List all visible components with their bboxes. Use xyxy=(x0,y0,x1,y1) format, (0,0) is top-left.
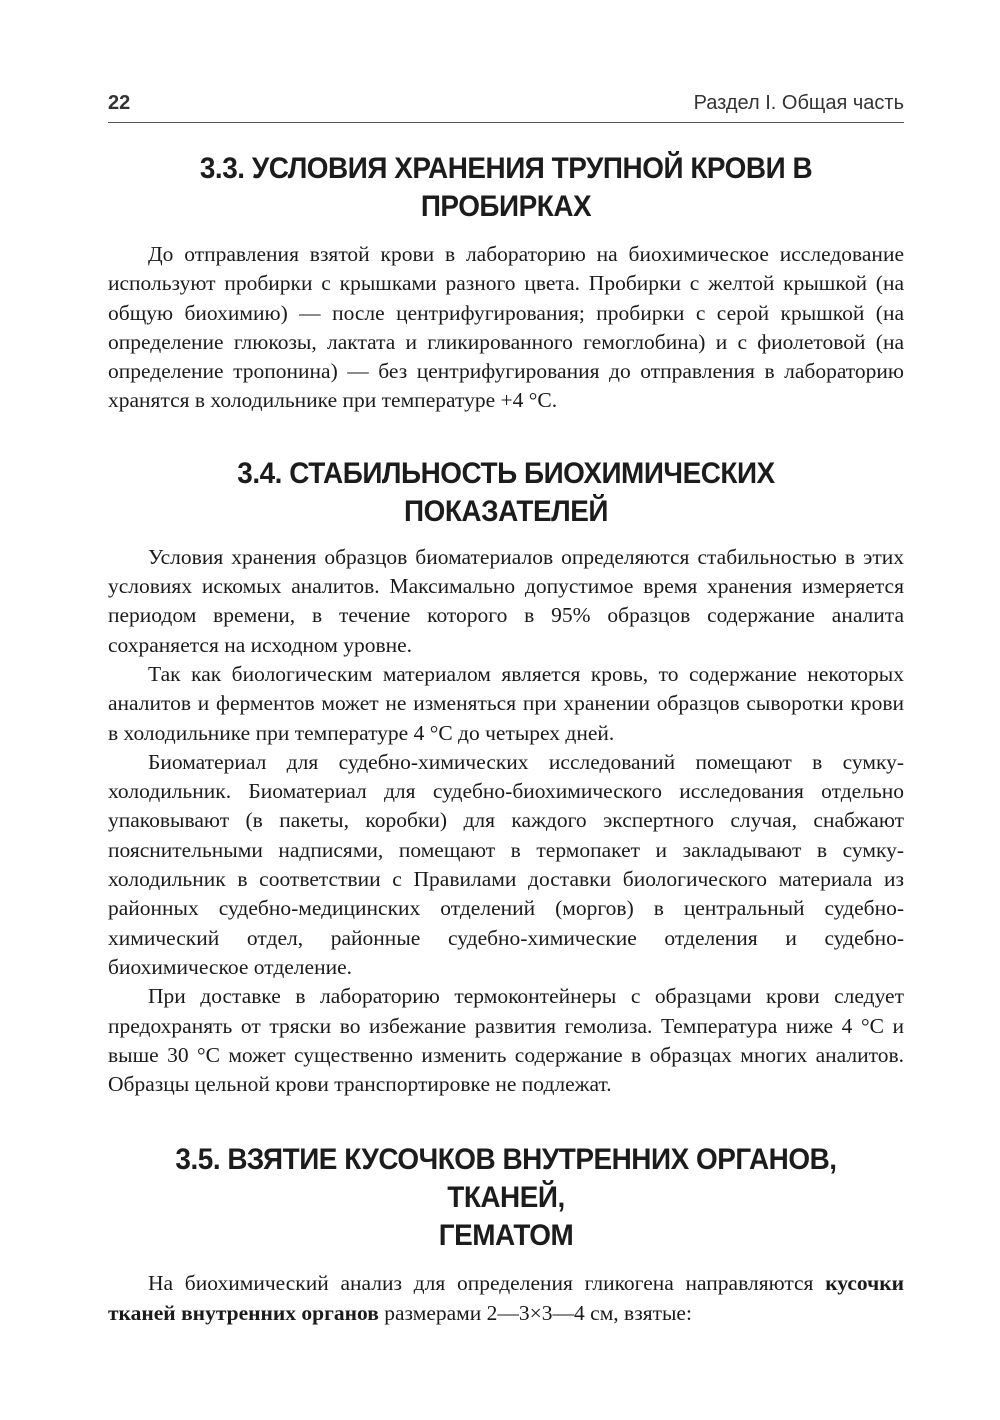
paragraph: Так как биологическим материалом является кровь, то содержание некоторых аналитов и ферментов может не изменяться при хранении образцов сыворотки крови в холодильнике при температуре 4 °С до четырех дней. xyxy=(108,661,904,745)
section-heading-3-3: 3.3. УСЛОВИЯ ХРАНЕНИЯ ТРУПНОЙ КРОВИ В ПРОБИРКАХ xyxy=(199,152,813,223)
paragraph: До отправления взятой крови в лабораторию на биохимическое исследование используют пробирки с крышками разного цвета. Пробирки с желтой крышкой (на общую биохимию) — после центрифугирования; пробирки с серой крышкой (на определение глюкозы, лактата и гликированного гемоглобина) и с фиолетовой (на определение тропонина) — без центрифугирования до отправления в лабораторию хранятся в холодильнике при температуре +4 °С. xyxy=(108,242,904,413)
paragraph xyxy=(108,1269,904,1328)
running-section-title: Раздел I. Общая часть xyxy=(693,92,904,114)
paragraph-text: На биохимический анализ для определения гликогена направляются xyxy=(148,1271,814,1296)
page-number: 22 xyxy=(108,92,131,114)
section-heading-3-4: 3.4. СТАБИЛЬНОСТЬ БИОХИМИЧЕСКИХ ПОКАЗАТЕЛЕЙ xyxy=(237,456,775,528)
page-content xyxy=(108,150,904,1328)
running-header xyxy=(108,92,904,123)
section-heading-line: ГЕМАТОМ xyxy=(438,1219,574,1253)
paragraph-text: размерами 2—3×3—4 см, взятые: xyxy=(384,1300,692,1325)
section-heading-3-5 xyxy=(136,1141,876,1255)
bold-term: кусочки тканей внутренних органов xyxy=(108,1271,904,1325)
paragraph: При доставке в лабораторию термоконтейнеры с образцами крови следует предохранять от тряски во избежание развития гемолиза. Температура ниже 4 °С и выше 30 °С может существенно изменить содержание в образцах многих аналитов. Образцы цельной крови транспортировке не подлежат. xyxy=(108,984,904,1097)
paragraph: Биоматериал для судебно-химических исследований помещают в сумку-холодильник. Биоматериал для судебно-биохимического исследования отдельно упаковывают (в пакеты, коробки) для каждого экспертного случая, снабжают пояснительными надписями, помещают в термопакет и закладывают в сумку-холодильник в соответствии с Правилами доставки биологического материала из районных судебно-медицинских отделений (моргов) в центральный судебно-химический отдел, районные судебно-химические отделения и судебно-биохимическое отделение. xyxy=(108,749,904,979)
paragraph: Условия хранения образцов биоматериалов определяются стабильностью в этих условиях искомых аналитов. Максимально допустимое время хранения измеряется периодом времени, в течение которого в 95% образцов содержание аналита сохраняется на исходном уровне. xyxy=(108,544,904,657)
section-heading-line: 3.5. ВЗЯТИЕ КУСОЧКОВ ВНУТРЕННИХ ОРГАНОВ, ТКАНЕЙ, xyxy=(175,1143,837,1215)
